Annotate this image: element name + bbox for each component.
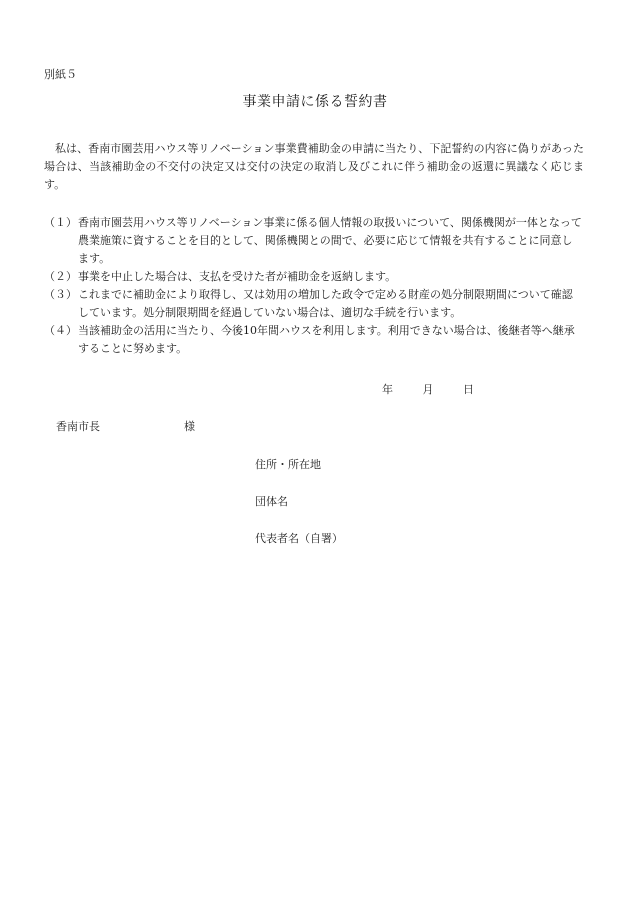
addressee-suffix: 様 (184, 420, 195, 433)
date-line (382, 383, 474, 397)
document-title: 事業申請に係る誓約書 (242, 94, 388, 110)
addressee-name: 香南市長 (56, 420, 100, 433)
attachment-label: 別紙５ (44, 68, 77, 81)
date-month-label: 月 (422, 383, 434, 396)
pledge-text: 香南市園芸用ハウス等リノベーション事業に係る個人情報の取扱いについて、関係機関が一体となって農業施策に資することを目的として、関係機関との間で、必要に応じて情報を共有することに同意します。 (78, 216, 582, 265)
pledge-number: （４） (44, 324, 77, 337)
pledge-text: これまでに補助金により取得し、又は効用の増加した政令で定める財産の処分制限期間について確認しています。処分制限期間を経過していない場合は、適切な手続を行います。 (78, 288, 573, 319)
pledge-number: （２） (44, 270, 77, 283)
address-field-label: 住所・所在地 (255, 458, 321, 471)
pledge-number: （３） (44, 288, 77, 301)
pledge-list (44, 214, 584, 358)
pledge-text: 事業を中止した場合は、支払を受けた者が補助金を返納します。 (78, 270, 397, 283)
organization-field-label: 団体名 (255, 495, 288, 508)
date-day-label: 日 (463, 383, 474, 396)
intro-paragraph: 私は、香南市園芸用ハウス等リノベーション事業費補助金の申請に当たり、下記誓約の内容に偽りがあった場合は、当該補助金の不交付の決定又は交付の決定の取消し及びこれに伴う補助金の返還に異議なく応じます。 (44, 142, 584, 191)
pledge-text: 当該補助金の活用に当たり、今後10年間ハウスを利用します。利用できない場合は、後継者等へ継承することに努めます。 (78, 324, 575, 355)
date-year-label: 年 (382, 383, 393, 396)
pledge-item-1 (44, 214, 584, 268)
pledge-item-2 (44, 268, 584, 286)
pledge-number: （１） (44, 216, 77, 229)
representative-field-label: 代表者名（自署） (255, 532, 343, 545)
pledge-item-4 (44, 322, 584, 358)
pledge-item-3 (44, 286, 584, 322)
